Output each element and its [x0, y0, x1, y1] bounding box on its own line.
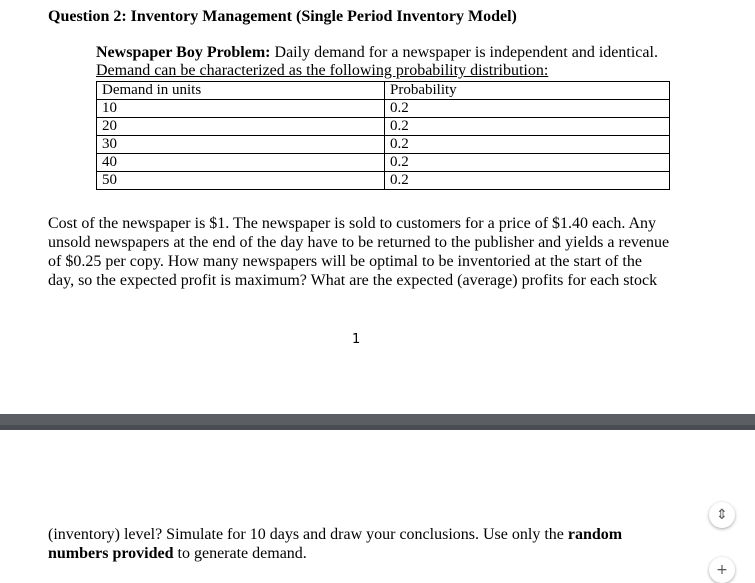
table-row [97, 100, 670, 118]
question-title: Question 2: Inventory Management (Single Period Inventory Model) [48, 8, 517, 25]
paragraph-line: Cost of the newspaper is $1. The newspaper is sold to customers for a price of $1.40 each. Any [48, 215, 657, 232]
continuation-bold-numbers: numbers provided [48, 545, 174, 562]
demand-cell: 20 [97, 118, 385, 136]
table-row [97, 136, 670, 154]
probability-cell: 0.2 [385, 154, 670, 172]
table-row [97, 118, 670, 136]
demand-distribution-table [96, 81, 670, 190]
paragraph-line: unsold newspapers at the end of the day have to be returned to the publisher and yields a revenue [48, 234, 670, 251]
table-row [97, 154, 670, 172]
probability-cell: 0.2 [385, 172, 670, 190]
header-demand: Demand in units [97, 82, 385, 100]
demand-cell: 50 [97, 172, 385, 190]
continuation-paragraph [48, 525, 688, 563]
probability-cell: 0.2 [385, 136, 670, 154]
table-header-row [97, 82, 670, 100]
fit-page-icon: ⇕ [716, 507, 728, 523]
continuation-line1: (inventory) level? Simulate for 10 days and draw your conclusions. Use only the [48, 526, 568, 543]
intro-text [96, 44, 676, 80]
page-number: 1 [352, 332, 361, 347]
demand-cell: 10 [97, 100, 385, 118]
fit-page-button[interactable] [709, 502, 735, 528]
intro-bold-lead: Newspaper Boy Problem: [96, 44, 271, 61]
page-separator [0, 414, 755, 430]
paragraph-line: day, so the expected profit is maximum? What are the expected (average) profits for each stock [48, 272, 658, 289]
paragraph-line: of $0.25 per copy. How many newspapers will be optimal to be inventoried at the start of the [48, 253, 642, 270]
zoom-in-button[interactable] [709, 557, 735, 583]
header-probability: Probability [385, 82, 670, 100]
zoom-in-icon: + [716, 562, 728, 578]
continuation-line2: to generate demand. [173, 545, 307, 562]
table-row [97, 172, 670, 190]
intro-line2: Demand can be characterized as the following probability distribution: [96, 62, 549, 79]
demand-cell: 30 [97, 136, 385, 154]
demand-cell: 40 [97, 154, 385, 172]
intro-line1: Daily demand for a newspaper is independent and identical. [270, 44, 658, 61]
problem-paragraph [48, 214, 688, 290]
probability-cell: 0.2 [385, 118, 670, 136]
continuation-bold-random: random [567, 526, 623, 543]
probability-cell: 0.2 [385, 100, 670, 118]
